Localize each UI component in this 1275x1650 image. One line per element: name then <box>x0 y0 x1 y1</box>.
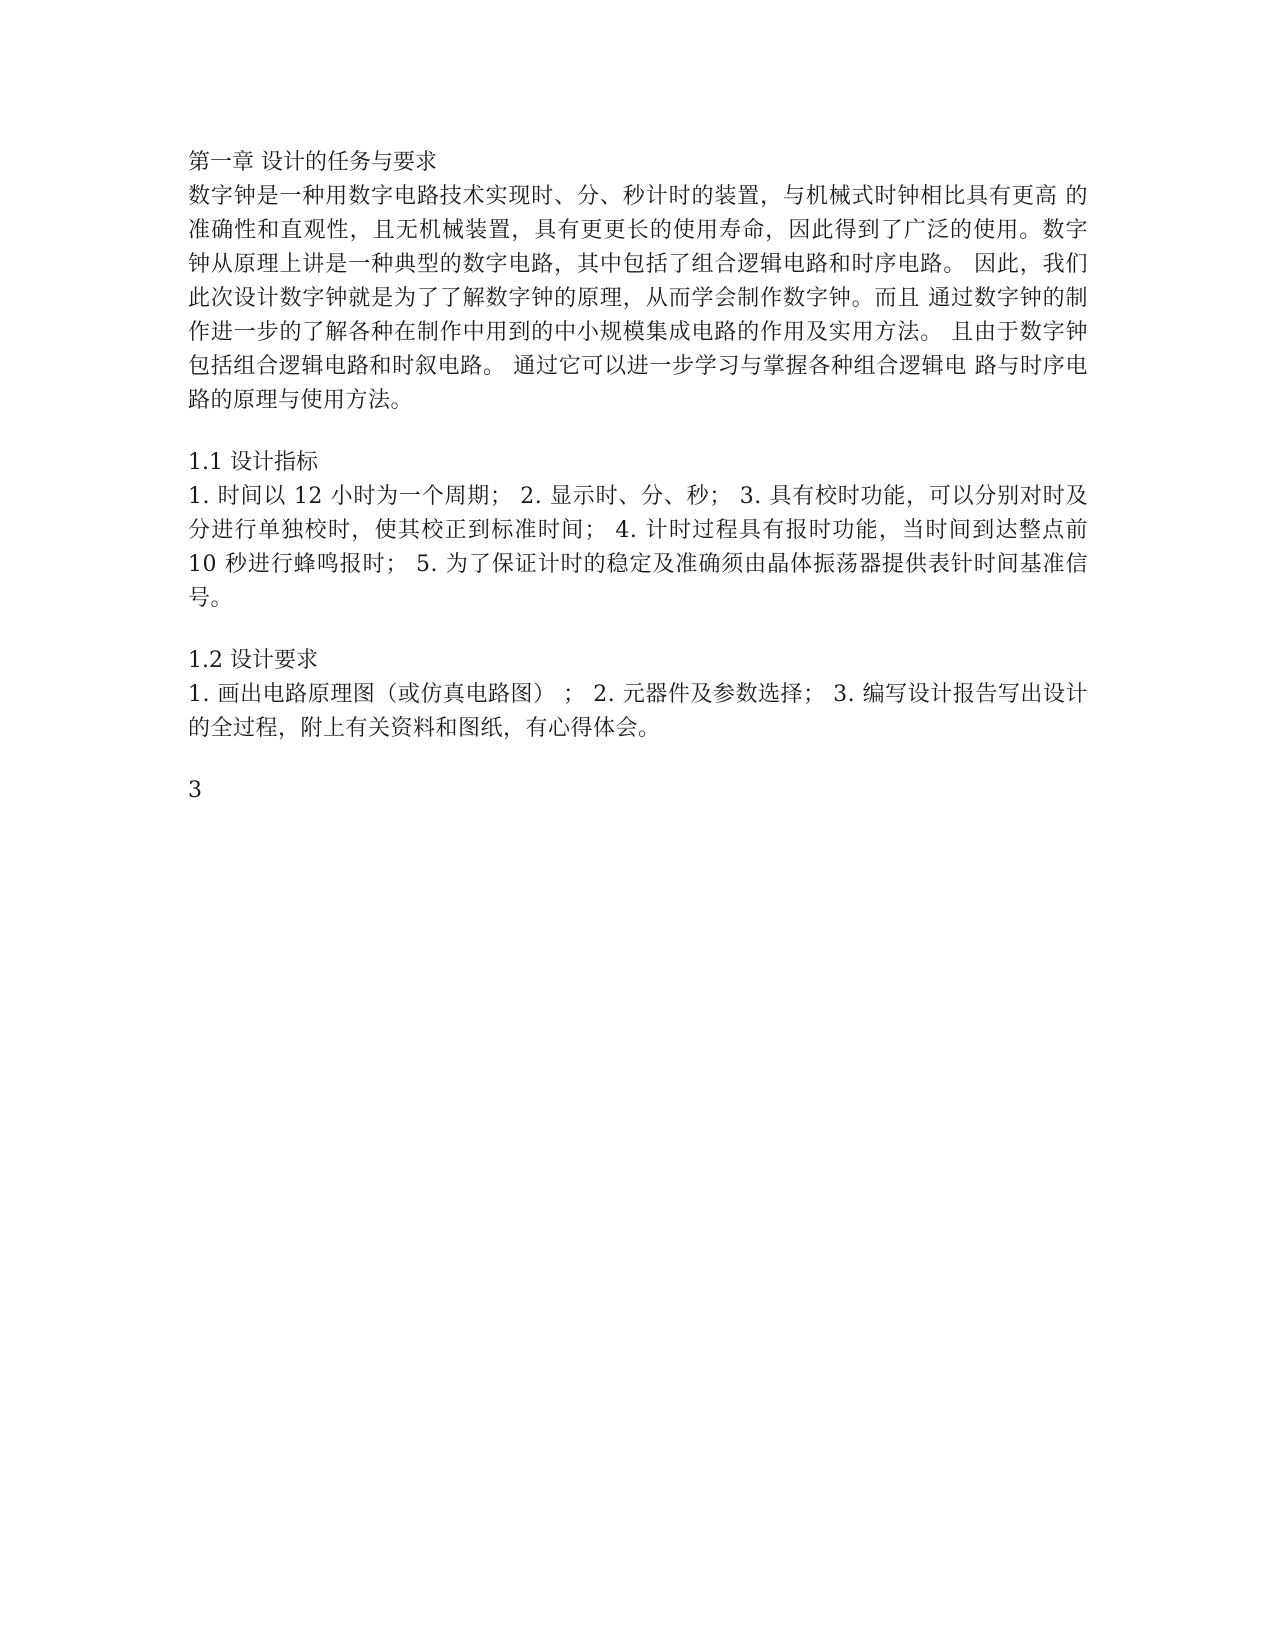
section-gap <box>188 418 1088 446</box>
section-1-1-body: 1. 时间以 12 小时为一个周期； 2. 显示时、分、秒； 3. 具有校时功能，可以分别对时及分进行单独校时，使其校正到标准时间； 4. 计时过程具有报时功能，当时间到达整点前 10 秒进行蜂鸣报时； 5. 为了保证计时的稳定及准确须由晶体振荡器提供表针时间基准信号。 <box>188 484 1088 611</box>
section-1-2-body: 1. 画出电路原理图（或仿真电路图） ； 2. 元器件及参数选择； 3. 编写设计报告写出设计的全过程，附上有关资料和图纸，有心得体会。 <box>188 682 1088 741</box>
section-gap <box>188 616 1088 644</box>
chapter-intro-paragraph: 数字钟是一种用数字电路技术实现时、分、秒计时的装置，与机械式时钟相比具有更高 的准确性和直观性，且无机械装置，具有更更长的使用寿命，因此得到了广泛的使用。数字 钟从原理上讲是一种典型的数字电路，其中包括了组合逻辑电路和时序电路。 因此，我们此次设计数字钟就是为了了解数字钟的原理，从而学会制作数字钟。而且 通过数字钟的制作进一步的了解各种在制作中用到的中小规模集成电路的作用及实用方法。 且由于数字钟包括组合逻辑电路和时叙电路。 通过它可以进一步学习与掌握各种组合逻辑电 路与时序电路的原理与使用方法。 <box>188 184 1088 413</box>
document-page <box>188 146 1088 808</box>
section-1-2-title: 1.2 设计要求 <box>188 648 318 673</box>
chapter-title: 第一章 设计的任务与要求 <box>188 150 437 175</box>
section-1-1-title: 1.1 设计指标 <box>188 450 318 475</box>
page-number: 3 <box>188 778 202 803</box>
section-gap <box>188 746 1088 774</box>
